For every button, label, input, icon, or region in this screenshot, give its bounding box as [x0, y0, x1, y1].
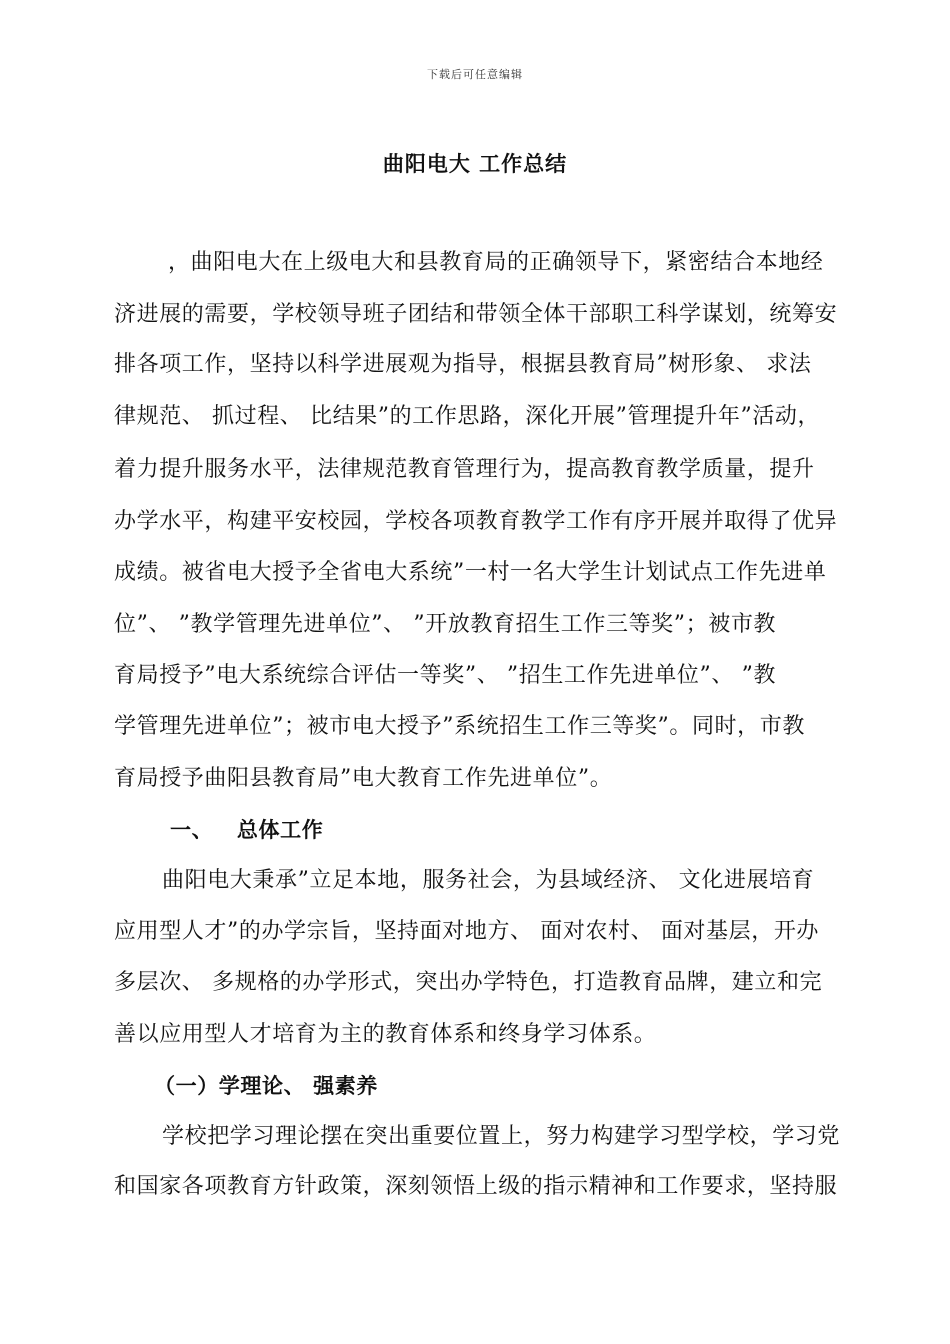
paragraph-line: 曲阳电大秉承”立足本地，服务社会，为县域经济、 文化进展培育	[162, 868, 815, 893]
paragraph-line: 成绩。被省电大授予全省电大系统”一村一名大学生计划试点工作先进单	[114, 560, 827, 585]
page-header-note: 下载后可任意编辑	[427, 68, 523, 81]
paragraph-line: 济进展的需要，学校领导班子团结和带领全体干部职工科学谋划，统筹安	[114, 302, 838, 327]
paragraph-line: 律规范、 抓过程、 比结果”的工作思路，深化开展”管理提升年”活动，	[114, 404, 821, 429]
paragraph-line: 学校把学习理论摆在突出重要位置上，努力构建学习型学校，学习党	[162, 1124, 841, 1149]
paragraph-line: 应用型人才”的办学宗旨，坚持面对地方、 面对农村、 面对基层，开办	[114, 919, 820, 944]
paragraph-line: 育局授予”电大系统综合评估一等奖”、 ”招生工作先进单位”、 ”教	[114, 663, 777, 688]
paragraph-line: 位”、 ”教学管理先进单位”、 ”开放教育招生工作三等奖”；被市教	[114, 612, 777, 637]
document-title: 曲阳电大 工作总结	[382, 152, 568, 176]
paragraph-line: ，曲阳电大在上级电大和县教育局的正确领导下，紧密结合本地经	[168, 250, 824, 275]
paragraph-line: 学管理先进单位”；被市电大授予”系统招生工作三等奖”。同时，市教	[114, 714, 805, 739]
subsection-heading: （一）学理论、 强素养	[154, 1074, 378, 1098]
section-heading: 一、 总体工作	[170, 818, 324, 842]
paragraph-line: 办学水平，构建平安校园，学校各项教育教学工作有序开展并取得了优异	[114, 509, 838, 534]
paragraph-line: 多层次、 多规格的办学形式，突出办学特色，打造教育品牌，建立和完	[114, 970, 823, 995]
paragraph-line: 排各项工作，坚持以科学进展观为指导，根据县教育局”树形象、 求法	[114, 352, 812, 377]
paragraph-line: 善以应用型人才培育为主的教育体系和终身学习体系。	[114, 1022, 657, 1047]
paragraph-line: 和国家各项教育方针政策，深刻领悟上级的指示精神和工作要求，坚持服	[114, 1174, 838, 1199]
paragraph-line: 着力提升服务水平，法律规范教育管理行为，提高教育教学质量，提升	[114, 457, 815, 482]
paragraph-line: 育局授予曲阳县教育局”电大教育工作先进单位”。	[114, 766, 613, 791]
